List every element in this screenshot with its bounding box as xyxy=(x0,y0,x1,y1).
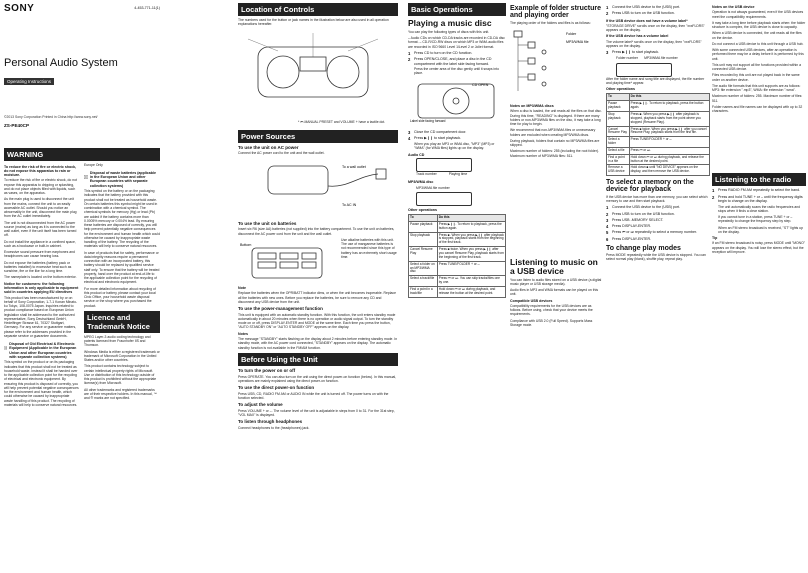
cd-insert-illustration xyxy=(408,78,504,124)
table-row: Select a track/file Press ⏮ or ⏭. You can skip tracks/files one by one. xyxy=(409,276,506,287)
wall-outlet-label: To a wall outlet xyxy=(342,164,366,169)
battery-illustration-row xyxy=(238,238,398,284)
standby-notes: The message "STANDBY" starts flashing on the display about 2 minutes before entering standby mode. In standby mode, with the AC power cord connected, "STANDBY" appears on the display. The automatic standby function is not available in the FM/AM function. xyxy=(238,337,398,350)
turn-on-text: Press OPERATE. You can also turn on the unit using the direct power-on function (below). In this manual, operations are mainly explained using the direct power-on function. xyxy=(238,374,397,383)
play-step-2: 2 Press OPEN/CLOSE, and place a disc in the CD compartment with the label side facing forward. xyxy=(408,57,492,66)
usb-step-1: 1 Connect the USB device to the (USB) port. xyxy=(606,5,681,10)
header-top xyxy=(4,3,160,14)
play-intro: You can play the following types of discs with this unit. xyxy=(408,29,490,34)
memory-step: 1 Connect the USB device to the (USB) port. xyxy=(606,205,681,211)
track-number-label: Track number xyxy=(416,171,437,176)
radio-tip-label: Tip xyxy=(712,236,718,241)
before-heading: Before Using the Unit xyxy=(238,353,398,366)
table-row: Stop playback Press ■. When you press ▶❙❙ after playback is stopped, playback starts from the beginning of the first track. xyxy=(409,232,506,247)
column-controls-power xyxy=(238,0,398,573)
brand-logo: SONY xyxy=(4,3,35,14)
memory-step: 2 Press USB to turn on the USB function. xyxy=(606,211,675,217)
table-row: Select a file Press ⏮ or ⏭. xyxy=(607,147,710,154)
folder-label: Folder xyxy=(566,31,577,36)
table-row: Remove a USB device Hold down ■ until "NO DEVICE" appears on the display, and then remove the USB device. xyxy=(607,165,710,176)
licence-item: All other trademarks and registered trademarks are of their respective holders. In this manual, ™ and ® marks are not specified. xyxy=(84,387,157,401)
warning-p7: Do not expose the batteries (battery pack or batteries installed) to excessive heat such as sunshine, fire or the like for a long time. xyxy=(4,260,72,274)
usb-note: With some connected USB devices, after an operation is performed there may be a delay before it is performed by this unit. xyxy=(712,48,804,61)
usb-intro: You can listen to audio files stored on a USB device (a digital music player or USB storage media). xyxy=(510,277,602,286)
disposal-block xyxy=(4,340,79,360)
document-title: Personal Audio System xyxy=(4,57,118,69)
standby-text: This unit is equipped with an automatic standby function. With this function, the unit enters standby mode automatically in about 20 minutes when there is no operation or audio signal output. To turn the standby mode on or off, press DISPLAY-ENTER and MODE at the same time. Each time you press the button, "AUTO STANDBY ON" or "AUTO STANDBY OFF" appears on the display. xyxy=(238,312,396,330)
battery-compartment-illustration xyxy=(238,238,338,284)
usb-note: This unit may not support all the functions provided within a connected USB device. xyxy=(712,62,801,72)
volume-heading: To adjust the volume xyxy=(238,402,283,408)
usb-heading: Listening to music on a USB device xyxy=(510,256,598,276)
memory-step: 3 Press USB -MEMORY SELECT. xyxy=(606,217,664,223)
table-row: Pause playback Press ▶❙❙. To return to playback, press the button again. xyxy=(607,101,710,112)
memory-heading: To select a memory on the device for playback xyxy=(606,179,694,194)
mp3-note: During playback, folders that contain no MP3/WMA files are skipped. xyxy=(510,138,600,147)
warning-right xyxy=(84,163,160,410)
no-label-heading: If the USB device does not have a volume label* xyxy=(606,18,688,23)
licence-item: MPEG Layer-3 audio coding technology and patents licensed from Fraunhofer IIS and Thomson. xyxy=(84,334,151,348)
bottom-label: Bottom xyxy=(240,242,252,247)
usb-after-text: After the folder name and song title are displayed, the file number and playing time* appear. xyxy=(606,76,705,85)
usb-step-3: 3 Press ▶❙❙ to start playback. xyxy=(606,50,660,56)
disposal-heading: Disposal of Old Electrical & Electronic Equipment (Applicable in the European Union and other European countries with separate collection systems) xyxy=(9,342,77,360)
mp3-note: We recommend that non-MP3/WMA files or unnecessary folders are excluded when creating MP3/WMA discs. xyxy=(510,128,596,137)
usb-ops-col-do: Do this xyxy=(629,94,709,101)
controls-note: * ⏮-MANUAL PRESET and VOLUME + have a tactile dot. xyxy=(298,119,386,124)
usb-display-labels xyxy=(616,56,710,62)
warning-p8: The nameplate is located on the bottom exterior. xyxy=(4,275,77,280)
warning-p3: As the main plug is used to disconnect the unit from the mains, connect the unit to an easily accessible AC outlet. Should you notice an abnormality in the unit, disconnect the main plug from the AC outlet immediately. xyxy=(4,197,77,219)
unit-front-illustration xyxy=(238,29,396,115)
ops-col-to: To xyxy=(409,215,438,222)
mp3wma-file-number-label: MP3/WMA file number xyxy=(416,185,450,190)
column-notes-radio xyxy=(712,0,806,573)
headphones-text: Connect headphones to the (headphones) jack. xyxy=(238,426,310,431)
warning-left xyxy=(4,163,79,410)
document-subtitle: Operating Instructions xyxy=(4,78,54,85)
batt-disposal-heading: Disposal of waste batteries (applicable in the European Union and other European countries with separate collection systems) xyxy=(89,170,156,188)
radio-step-1: 1 Press RADIO FM AM repeatedly to select the band. xyxy=(712,188,801,194)
has-label-heading: If the USB device has a volume label xyxy=(606,34,669,39)
usb-step-2: 2 Press USB to turn on the USB function. xyxy=(606,11,675,17)
direct-on-heading: To use the direct power-on function xyxy=(238,385,315,390)
warning-heading: WARNING xyxy=(4,148,160,161)
radio-step-2-detail: The unit automatically scans the radio frequencies and stops when it finds a clear station. xyxy=(718,204,800,213)
notice-text: This product has been manufactured by or on behalf of Sony Corporation, 1-7-1 Konan Minato-ku Tokyo, 108-0075 Japan. Inquiries related to product compliance based on European Union legislation shall be addressed to the authorized representative, Sony Deutschland GmbH, Hedelfinger Strasse 61, 70327 Stuttgart, Germany. For any service or guarantee matters, please refer to the addresses provided in the separate service or guarantee documents. xyxy=(4,295,78,338)
ac-power-text: Connect the AC power cord to the unit and the wall outlet. xyxy=(238,151,325,156)
mp3wma-display xyxy=(416,192,472,206)
disc-types: – Audio CDs on which CD-DA tracks are recorded in CD-DA disc format. – CD-R/CD-RW discs on which MP3 or WMA audio files are recorded in ISO 9660 Level 1/Level 2 or Joliet format. xyxy=(408,36,505,49)
licence-item: Windows Media is either a registered trademark or trademark of Microsoft Corporation in the United States and/or other countries. xyxy=(84,349,160,363)
ac-power-heading: To use the unit on AC power xyxy=(238,144,299,150)
play-step-4: 4 Press ▶❙❙ to start playback. xyxy=(408,135,462,141)
usb-ops-table xyxy=(606,93,710,176)
cd-open-label: CD OPEN xyxy=(472,82,489,87)
memory-intro: If the USB device has more than one memory, you can select which memory to use and then start playback. xyxy=(606,194,708,204)
table-row: Find a point in a track/file Hold down ⏮ or ⏭ during playback, and release the button at the desired point. xyxy=(409,286,506,297)
column-basic-ops xyxy=(408,0,506,573)
copyright-line: ©2013 Sony Corporation Printed in China http://www.sony.net/ xyxy=(4,114,98,119)
batt-disposal-block xyxy=(84,169,160,189)
usb-ops-col-to: To xyxy=(607,94,630,101)
batt-disposal-text-2: In case of products that for safety, performance or data integrity reasons require a permanent connection with an incorporated battery, this battery should be replaced by qualified service staff only. To ensure that the battery will be treated properly, hand over the product at end-of-life to the applicable collection point for the recycling of electrical and electronic equipment. xyxy=(84,250,160,285)
table-row: Select a folder Press TUNE/FOLDER + or –. xyxy=(607,137,710,148)
warning-p4: The unit is not disconnected from the AC power source (mains) as long as it is connected to the wall outlet, even if the unit itself has been turned off. xyxy=(4,220,77,238)
folder-structure-heading: Example of folder structure and playing order xyxy=(510,5,602,20)
play-mode-heading: To change play modes xyxy=(606,244,681,252)
crossed-bin-icon xyxy=(4,340,7,356)
mp3-note: Maximum number of folders: 255 (including the root folder). Maximum number of MP3/WMA files: 511. xyxy=(510,149,599,158)
controls-intro: The numbers used for the button or jack names in the illustration below are also used in all operation explanations hereafter. xyxy=(238,18,389,27)
disposal-text: This symbol on the product or on its packaging indicates that this product shall not be treated as household waste. Instead it shall be handed over to the applicable collection point for the recycling of electrical and electronic equipment. By ensuring this product is disposed of correctly, you will help prevent potential negative consequences for the environment and human health, which could otherwise be caused by inappropriate waste handling of this product. The recycling of materials will help to conserve natural resources. xyxy=(4,360,79,407)
radio-tip: If an FM stereo broadcast is noisy, press MODE until "MONO" appears on the display. You will lose the stereo effect, but the reception will improve. xyxy=(712,241,805,254)
usb-compat-2: Compliance with USB 2.0 (Full Speed). Supports Mass Storage mode. xyxy=(510,318,593,327)
ac-in-label: To AC IN xyxy=(342,202,357,207)
usb-note: It may take a long time before playback starts when: the folder structure is complex, the USB device is close to capacity. xyxy=(712,20,806,30)
basic-heading: Basic Operations xyxy=(408,3,506,16)
other-ops-heading: Other operations xyxy=(408,207,437,212)
standby-notes-label: Notes xyxy=(238,331,248,336)
memory-step: 4 Press DISPLAY-ENTER. xyxy=(606,224,652,230)
radio-heading: Listening to the radio xyxy=(712,173,806,186)
batt-power-heading: To use the unit on batteries xyxy=(238,220,297,226)
usb-note: The audio file formats that this unit supports are as follows: MP3: file extension ".mp3", WMA: file extension ".wma". xyxy=(712,83,801,93)
mp3-note: When a disc is loaded, the unit reads all the files on that disc. During this time, "READING" is displayed. If there are many folders or non-MP3/WMA files on the disc, it may take a long time for play to begin. xyxy=(510,109,602,126)
folder-tree-diagram xyxy=(510,27,600,97)
ops-col-do: Do this xyxy=(437,215,505,222)
turn-on-heading: To turn the power on or off xyxy=(238,367,296,373)
direct-on-text: Press USB, CD, RADIO FM AM or AUDIO IN while the unit is turned off. The power turns on with the function selected. xyxy=(238,391,389,400)
warning-body xyxy=(4,163,160,410)
usb-compat-heading: Compatible USB devices xyxy=(510,298,553,303)
model-code: 4-453-771-11(1) xyxy=(134,6,160,10)
table-row: Find a point in a file Hold down ⏮ or ⏭ during playback, and release the button at the desired point. xyxy=(607,154,710,165)
europe-label: Europe Only xyxy=(84,162,103,167)
other-ops-table xyxy=(408,214,506,298)
licence-heading: Licence and Trademark Notice xyxy=(84,311,160,333)
batt-note: Replace the batteries when the OPR/BATT indicator dims, or when the unit becomes inoperable. Replace all the batteries with new ones. Before you replace the batteries, be sure to remove any CD and disconnect any USB device from the unit. xyxy=(238,291,396,304)
usb-formats: Audio files in MP3 and WMA formats can be played on this unit. xyxy=(510,288,599,297)
usb-note: Operation is not always guaranteed, even if the USB devices meet the compatibility requirements. xyxy=(712,10,804,19)
crossed-bin-battery-icon xyxy=(84,169,88,185)
warning-p2: To reduce the risk of fire or electric shock, do not expose this apparatus to dripping or splashing, and do not place objects filled with liquids, such as vases, on the apparatus. xyxy=(4,178,77,196)
ac-connection-illustration xyxy=(238,158,396,214)
power-heading: Power Sources xyxy=(238,130,398,143)
usb-note: Maximum number of folders: 255. Maximum number of files: 511. xyxy=(712,94,803,103)
batt-note-label: Note xyxy=(238,285,246,290)
usb-compat: Compatibility requirements for the USB devices are as follows. Before using, check that your device meets the requirements. xyxy=(510,303,593,317)
mp3wma-label: MP3/WMA disc xyxy=(408,180,434,185)
batt-alkaline-note: Use alkaline batteries with this unit. The use of manganese batteries is not recommended since this type of battery has an extremely short usage time. xyxy=(341,237,397,259)
audio-cd-display xyxy=(416,158,472,172)
no-label-text: "STORAGE DRIVE" scrolls once on the display, then "xxxFLDRS" appears on the display. xyxy=(606,23,705,33)
warning-p6: Excessive sound pressure from earphones and headphones can cause hearing loss. xyxy=(4,250,75,259)
controls-heading: Location of Controls xyxy=(238,3,398,16)
file-label: MP3/WMA file xyxy=(566,39,589,44)
notice-heading: Notice for customers: the following information is only applicable to equipment sold in countries applying EU directives xyxy=(4,281,79,295)
column-usb-play xyxy=(606,0,710,573)
usb-notes-heading: Notes on the USB device xyxy=(712,5,755,9)
play-disc-heading: Playing a music disc xyxy=(408,18,492,28)
memory-step: 6 Press DISPLAY-ENTER. xyxy=(606,236,652,242)
column-1 xyxy=(4,0,160,573)
mp3-notes-heading: Notes on MP3/WMA discs xyxy=(510,103,554,108)
volume-text: Press VOLUME + or –. The volume level of the unit is adjustable in steps from 0 to 31. For the 31st step, "VOL MAX" is displayed. xyxy=(238,408,395,418)
radio-step-2-detail-3: When an FM stereo broadcast is received, "ST" lights up on the display. xyxy=(718,225,803,234)
usb-note: Folder names and file names can be displayed with up to 32 characters. xyxy=(712,104,803,114)
folder-intro: The playing order of the folders and files is as follows: xyxy=(510,20,591,25)
play-step-3: 3 Close the CD compartment door. xyxy=(408,129,467,135)
usb-file-number-label: MP3/WMA file number xyxy=(644,56,678,61)
table-row: Pause playback Press ▶❙❙. To return to playback, press the button again. xyxy=(409,221,506,232)
play-step-4-detail: When you play an MP3 or WMA disc, "MP3" (MP3) or "WMA" (for WMA files) lights up on the display. xyxy=(414,142,495,151)
folder-number-label: Folder number xyxy=(616,56,639,61)
batt-disposal-text-3: For more detailed information about recycling of this product or battery, please contact your local Civic Office, your household waste disposal service or the shop where you purchased the product. xyxy=(84,286,156,308)
model-name: ZS-PE40CP xyxy=(4,122,30,128)
column-folder-usb xyxy=(510,0,602,573)
table-row: Stop playback Press ■. When you press ▶❙❙ after playback is stopped, playback starts from the point where you stopped (Resume Play). xyxy=(607,111,710,126)
usb-note: When a USB device is connected, the unit reads all the files on the device. xyxy=(712,31,802,40)
label-side-label: Label side facing forward xyxy=(410,118,446,123)
batt-disposal-text: This symbol on the battery or on the packaging indicates that the battery provided with this product shall not be treated as household waste. On certain batteries this symbol might be used in combination with a chemical symbol. The chemical symbols for mercury (Hg) or lead (Pb) are added if the battery contains more than 0.0005% mercury or 0.004% lead. By ensuring these batteries are disposed of correctly, you will help prevent potentially negative consequences for the environment and human health which could otherwise be caused by inappropriate waste handling of the battery. The recycling of the materials will help to conserve natural resources. xyxy=(84,189,160,249)
playing-time-label: Playing time xyxy=(448,171,468,176)
standby-heading: To use the power-management function xyxy=(238,306,323,311)
headphones-heading: To listen through headphones xyxy=(238,419,303,425)
audio-cd-label: Audio CD xyxy=(408,152,425,157)
batt-power-text: Insert six R6 (size AA) batteries (not supplied) into the battery compartment. To use the unit on batteries, disconnect the AC power cord from the unit and the wall outlet. xyxy=(238,227,395,236)
table-row: Cancel Resume Play Press ■ twice. When you press ▶❙❙ after you cancel Resume Play, playback starts from the beginning of the first track. xyxy=(409,247,506,262)
play-step-2-detail: Press the center area of the disc gently until it snaps into place. xyxy=(414,67,500,76)
play-mode-text: Press MODE repeatedly while the USB device is stopped. You can select normal play (blank), shuffle play, repeat play. xyxy=(606,253,706,262)
table-row: Select a folder on an MP3/WMA disc Press TUNE/FOLDER + or –. xyxy=(409,261,506,276)
play-step-1: 1 Press CD to turn on the CD function. xyxy=(408,50,473,56)
usb-ops-heading: Other operations xyxy=(606,87,635,92)
licence-item: This product contains technology subject to certain intellectual property rights of Microsoft. Use or distribution of this technology outside of this product is prohibited without the appropriate license(s) from Microsoft. xyxy=(84,364,157,386)
warning-p5: Do not install the appliance in a confined space, such as a bookcase or built-in cabinet. xyxy=(4,239,76,248)
table-row: Cancel Resume Play Press ■ twice. When you press ▶❙❙ after you cancel Resume Play, playback starts from the first file. xyxy=(607,126,710,137)
radio-step-2-detail-2: If you cannot tune in a station, press TUNE + or – repeatedly to change the frequency step by step. xyxy=(718,215,793,224)
display-labels xyxy=(416,172,506,178)
usb-display xyxy=(616,63,672,77)
battery-cells xyxy=(258,253,316,268)
usb-note: Do not connect a USB device to this unit through a USB hub. xyxy=(712,41,804,46)
has-label-text: The volume label* scrolls once on the display, then "xxxFLDRS" appears on the display. xyxy=(606,39,702,48)
radio-step-2: 2 Press and hold TUNE + or – until the frequency digits begin to change on the display. xyxy=(712,194,803,204)
usb-note: Files recorded by this unit are not played back in the same order on another device. xyxy=(712,73,800,82)
memory-step: 5 Press ⏮ or ⏭ repeatedly to select a memory number. xyxy=(606,230,697,236)
warning-p1: To reduce the risk of fire or electric shock, do not expose this apparatus to rain or moisture. xyxy=(4,164,77,178)
